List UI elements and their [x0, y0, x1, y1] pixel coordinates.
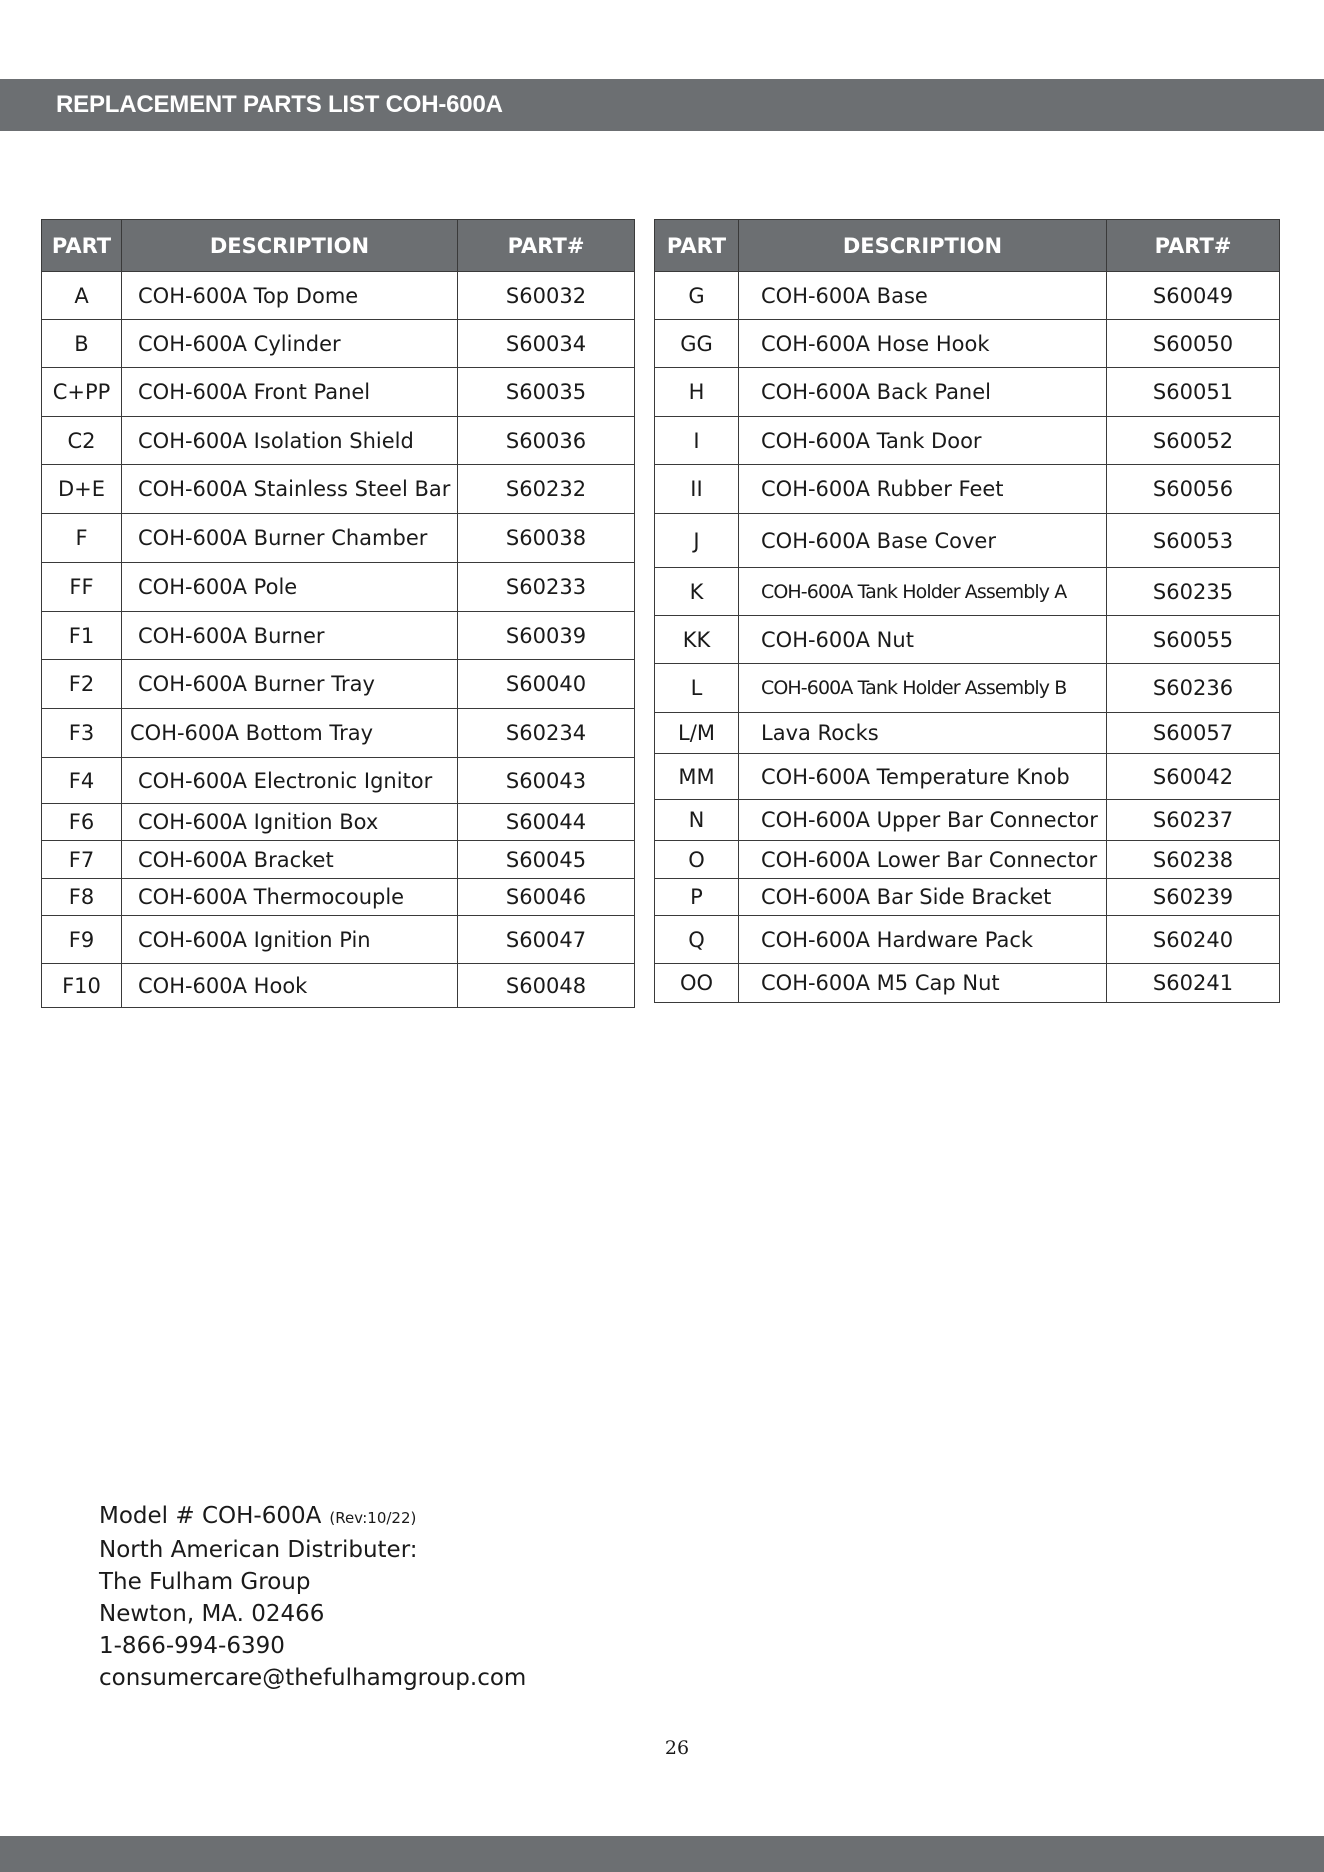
column-header-part-number: PART# — [1107, 220, 1280, 272]
table-row — [42, 563, 635, 612]
part-cell: MM — [655, 754, 739, 800]
part-number-cell: S60240 — [1107, 916, 1280, 964]
part-cell: B — [42, 320, 122, 368]
description-cell: COH-600A Thermocouple — [122, 879, 458, 916]
parts-table-right — [654, 219, 1280, 1003]
part-cell: C+PP — [42, 368, 122, 417]
header-bar — [0, 79, 1324, 131]
description-cell: COH-600A Bottom Tray — [122, 709, 458, 758]
part-cell: F3 — [42, 709, 122, 758]
part-number-cell: S60040 — [458, 660, 635, 709]
part-number-cell: S60042 — [1107, 754, 1280, 800]
table-row — [42, 368, 635, 417]
description-cell: COH-600A Burner — [122, 612, 458, 660]
part-cell: I — [655, 417, 739, 465]
table-row — [42, 417, 635, 465]
table-row — [655, 964, 1280, 1003]
part-number-cell: S60238 — [1107, 841, 1280, 879]
model-number: Model # COH-600A — [99, 1503, 322, 1529]
part-cell: H — [655, 368, 739, 417]
part-cell: F6 — [42, 804, 122, 841]
table-row — [42, 879, 635, 916]
table-row — [655, 841, 1280, 879]
column-header-description: DESCRIPTION — [122, 220, 458, 272]
description-cell: COH-600A M5 Cap Nut — [739, 964, 1107, 1003]
company-name: The Fulham Group — [99, 1569, 311, 1595]
part-cell: II — [655, 465, 739, 514]
description-cell: COH-600A Tank Door — [739, 417, 1107, 465]
part-cell: KK — [655, 616, 739, 664]
revision-note: (Rev:10/22) — [329, 1509, 417, 1527]
part-number-cell: S60052 — [1107, 417, 1280, 465]
table-row — [42, 514, 635, 563]
part-number-cell: S60035 — [458, 368, 635, 417]
part-number-cell: S60034 — [458, 320, 635, 368]
part-cell: N — [655, 800, 739, 841]
description-cell: Lava Rocks — [739, 713, 1107, 754]
table-row — [655, 664, 1280, 713]
part-number-cell: S60239 — [1107, 879, 1280, 916]
part-cell: GG — [655, 320, 739, 368]
description-cell: COH-600A Tank Holder Assembly A — [739, 568, 1107, 616]
description-cell: COH-600A Top Dome — [122, 272, 458, 320]
description-cell: COH-600A Cylinder — [122, 320, 458, 368]
table-row — [655, 465, 1280, 514]
table-row — [42, 964, 635, 1008]
description-cell: COH-600A Tank Holder Assembly B — [739, 664, 1107, 713]
part-number-cell: S60046 — [458, 879, 635, 916]
part-cell: FF — [42, 563, 122, 612]
part-number-cell: S60232 — [458, 465, 635, 514]
part-number-cell: S60233 — [458, 563, 635, 612]
part-cell: C2 — [42, 417, 122, 465]
description-cell: COH-600A Burner Chamber — [122, 514, 458, 563]
part-number-cell: S60237 — [1107, 800, 1280, 841]
part-cell: OO — [655, 964, 739, 1003]
part-cell: J — [655, 514, 739, 568]
part-cell: L — [655, 664, 739, 713]
table-row — [655, 713, 1280, 754]
parts-table-left — [41, 219, 635, 1008]
description-cell: COH-600A Bracket — [122, 841, 458, 879]
part-number-cell: S60235 — [1107, 568, 1280, 616]
description-cell: COH-600A Nut — [739, 616, 1107, 664]
table-row — [655, 754, 1280, 800]
part-number-cell: S60053 — [1107, 514, 1280, 568]
table-row — [42, 320, 635, 368]
description-cell: COH-600A Ignition Pin — [122, 916, 458, 964]
part-number-cell: S60038 — [458, 514, 635, 563]
description-cell: COH-600A Electronic Ignitor — [122, 758, 458, 804]
table-header-row — [42, 220, 635, 272]
column-header-description: DESCRIPTION — [739, 220, 1107, 272]
description-cell: COH-600A Pole — [122, 563, 458, 612]
column-header-part: PART — [655, 220, 739, 272]
table-row — [655, 320, 1280, 368]
part-cell: D+E — [42, 465, 122, 514]
description-cell: COH-600A Isolation Shield — [122, 417, 458, 465]
model-line — [99, 1500, 526, 1534]
part-number-cell: S60048 — [458, 964, 635, 1008]
part-cell: F9 — [42, 916, 122, 964]
part-number-cell: S60044 — [458, 804, 635, 841]
part-cell: F8 — [42, 879, 122, 916]
description-cell: COH-600A Base Cover — [739, 514, 1107, 568]
table-row — [42, 612, 635, 660]
column-header-part-number: PART# — [458, 220, 635, 272]
company-address: Newton, MA. 02466 — [99, 1601, 325, 1627]
part-number-cell: S60045 — [458, 841, 635, 879]
table-row — [655, 916, 1280, 964]
description-cell: COH-600A Hose Hook — [739, 320, 1107, 368]
part-cell: F7 — [42, 841, 122, 879]
part-cell: A — [42, 272, 122, 320]
table-row — [655, 616, 1280, 664]
table-row — [655, 368, 1280, 417]
part-cell: F4 — [42, 758, 122, 804]
part-number-cell: S60032 — [458, 272, 635, 320]
part-number-cell: S60050 — [1107, 320, 1280, 368]
description-cell: COH-600A Base — [739, 272, 1107, 320]
part-cell: F2 — [42, 660, 122, 709]
table-row — [42, 272, 635, 320]
part-cell: O — [655, 841, 739, 879]
description-cell: COH-600A Front Panel — [122, 368, 458, 417]
part-number-cell: S60234 — [458, 709, 635, 758]
description-cell: COH-600A Stainless Steel Bar — [122, 465, 458, 514]
part-cell: F1 — [42, 612, 122, 660]
description-cell: COH-600A Hardware Pack — [739, 916, 1107, 964]
table-header-row — [655, 220, 1280, 272]
part-number-cell: S60047 — [458, 916, 635, 964]
email-address: consumercare@thefulhamgroup.com — [99, 1665, 527, 1691]
part-number-cell: S60055 — [1107, 616, 1280, 664]
part-cell: F — [42, 514, 122, 563]
part-cell: P — [655, 879, 739, 916]
part-cell: G — [655, 272, 739, 320]
part-number-cell: S60241 — [1107, 964, 1280, 1003]
description-cell: COH-600A Temperature Knob — [739, 754, 1107, 800]
description-cell: COH-600A Back Panel — [739, 368, 1107, 417]
part-number-cell: S60039 — [458, 612, 635, 660]
distributor-info — [99, 1500, 526, 1694]
part-cell: Q — [655, 916, 739, 964]
page-title: REPLACEMENT PARTS LIST COH-600A — [56, 91, 503, 118]
part-cell: K — [655, 568, 739, 616]
table-row — [655, 800, 1280, 841]
part-number-cell: S60049 — [1107, 272, 1280, 320]
part-cell: F10 — [42, 964, 122, 1008]
table-row — [655, 417, 1280, 465]
description-cell: COH-600A Ignition Box — [122, 804, 458, 841]
table-row — [42, 660, 635, 709]
table-row — [655, 568, 1280, 616]
table-row — [42, 804, 635, 841]
part-number-cell: S60056 — [1107, 465, 1280, 514]
column-header-part: PART — [42, 220, 122, 272]
part-cell: L/M — [655, 713, 739, 754]
part-number-cell: S60051 — [1107, 368, 1280, 417]
table-row — [42, 709, 635, 758]
phone-number: 1-866-994-6390 — [99, 1633, 285, 1659]
description-cell: COH-600A Upper Bar Connector — [739, 800, 1107, 841]
description-cell: COH-600A Lower Bar Connector — [739, 841, 1107, 879]
footer-bar — [0, 1836, 1324, 1872]
table-row — [42, 916, 635, 964]
part-number-cell: S60236 — [1107, 664, 1280, 713]
table-row — [42, 758, 635, 804]
description-cell: COH-600A Bar Side Bracket — [739, 879, 1107, 916]
table-row — [655, 272, 1280, 320]
description-cell: COH-600A Rubber Feet — [739, 465, 1107, 514]
table-row — [42, 465, 635, 514]
table-row — [655, 514, 1280, 568]
distributor-label: North American Distributer: — [99, 1537, 418, 1563]
table-row — [42, 841, 635, 879]
part-number-cell: S60057 — [1107, 713, 1280, 754]
part-number-cell: S60043 — [458, 758, 635, 804]
part-number-cell: S60036 — [458, 417, 635, 465]
table-row — [655, 879, 1280, 916]
description-cell: COH-600A Hook — [122, 964, 458, 1008]
page-number: 26 — [664, 1737, 690, 1759]
description-cell: COH-600A Burner Tray — [122, 660, 458, 709]
